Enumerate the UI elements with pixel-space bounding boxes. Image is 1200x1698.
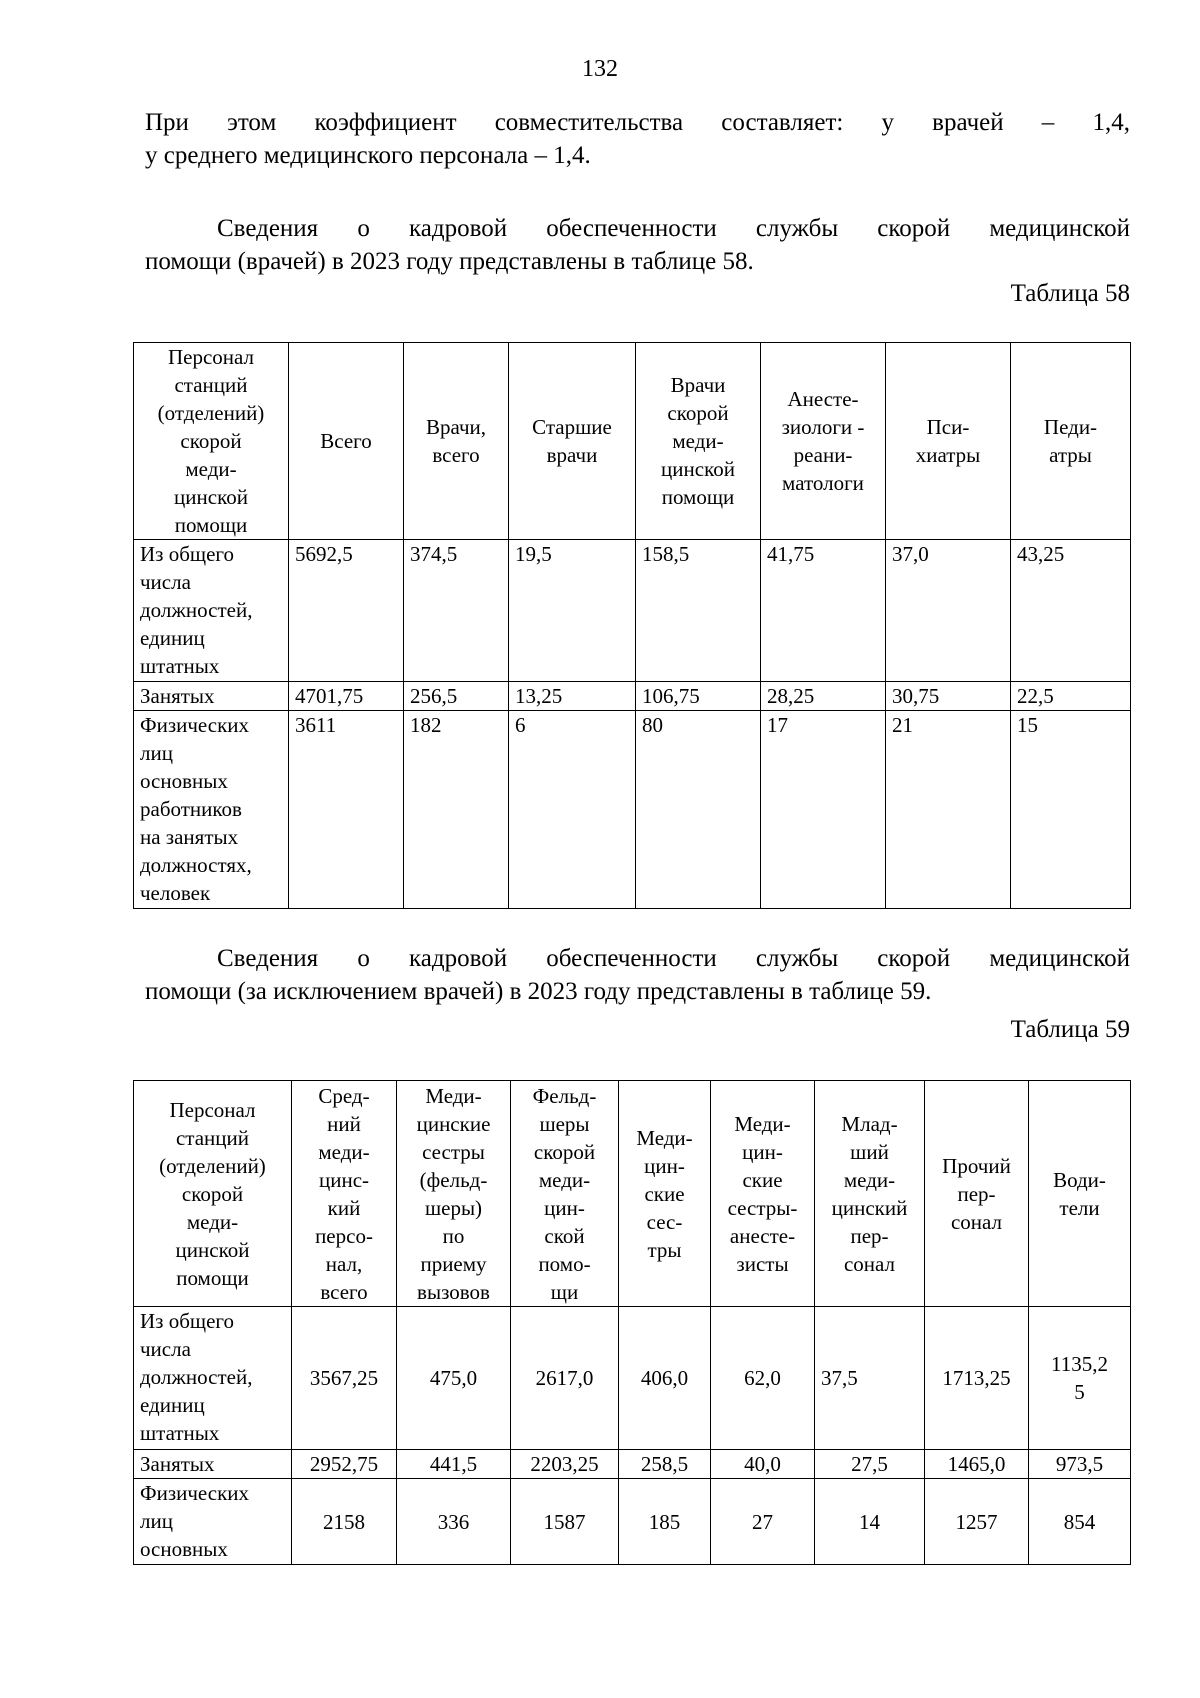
table-cell: 27	[711, 1479, 815, 1565]
table-cell: 1465,0	[925, 1450, 1029, 1479]
table-cell: 80	[636, 711, 761, 909]
table-row	[134, 1450, 1131, 1479]
table-cell: 41,75	[761, 540, 886, 682]
table-cell: 2158	[292, 1479, 397, 1565]
header-cell-junior-staff: Млад- ший меди- цинский пер- сонал	[815, 1081, 925, 1307]
table59-caption: Таблица 59	[1010, 1016, 1130, 1043]
table-cell: 17	[761, 711, 886, 909]
table-cell: 973,5	[1029, 1450, 1131, 1479]
table-cell: 28,25	[761, 682, 886, 711]
row-label: Из общего числа должностей, единиц штатных	[134, 1307, 292, 1450]
table-cell: 106,75	[636, 682, 761, 711]
header-cell-other-staff: Прочий пер- сонал	[925, 1081, 1029, 1307]
paragraph-line: помощи (врачей) в 2023 году представлены в таблице 58.	[145, 248, 754, 275]
page-number: 132	[582, 56, 618, 82]
row-label: Занятых	[134, 1450, 292, 1479]
table-cell: 30,75	[886, 682, 1011, 711]
header-cell-total: Всего	[289, 343, 404, 540]
table-cell: 256,5	[404, 682, 509, 711]
table-cell: 27,5	[815, 1450, 925, 1479]
table-58	[133, 342, 1131, 909]
table-cell: 2952,75	[292, 1450, 397, 1479]
header-cell-drivers: Води- тели	[1029, 1081, 1131, 1307]
table-cell: 15	[1011, 711, 1131, 909]
table-cell: 2617,0	[511, 1307, 619, 1450]
paragraph-line: у среднего медицинского персонала – 1,4.	[145, 142, 591, 169]
table-cell: 185	[619, 1479, 711, 1565]
table-cell: 3567,25	[292, 1307, 397, 1450]
table-row	[134, 1307, 1131, 1450]
row-label: Занятых	[134, 682, 289, 711]
header-cell-mid-level-total: Сред- ний меди- цинс- кий персо- нал, всего	[292, 1081, 397, 1307]
table-cell: 441,5	[397, 1450, 511, 1479]
header-cell-paramedics: Фельд- шеры скорой меди- цин- ской помо- щи	[511, 1081, 619, 1307]
table-cell: 37,0	[886, 540, 1011, 682]
table-cell: 182	[404, 711, 509, 909]
paragraph-line: Сведения о кадровой обеспеченности службы скорой медицинской	[217, 215, 1130, 242]
table-cell: 475,0	[397, 1307, 511, 1450]
paragraph-line: При этом коэффициент совместительства составляет: у врачей – 1,4,	[145, 109, 1130, 136]
header-cell-emergency-doctors: Врачи скорой меди- цинской помощи	[636, 343, 761, 540]
table-cell: 62,0	[711, 1307, 815, 1450]
table-cell: 1587	[511, 1479, 619, 1565]
header-cell-personnel: Персонал станций (отделений) скорой меди- цинской помощи	[134, 1081, 292, 1307]
table-row	[134, 540, 1131, 682]
table-cell: 1257	[925, 1479, 1029, 1565]
header-cell-pediatricians: Педи- атры	[1011, 343, 1131, 540]
header-cell-doctors-total: Врачи, всего	[404, 343, 509, 540]
header-cell-senior-doctors: Старшие врачи	[509, 343, 636, 540]
paragraph-line: помощи (за исключением врачей) в 2023 году представлены в таблице 59.	[145, 978, 932, 1005]
table-cell: 336	[397, 1479, 511, 1565]
table-cell: 2203,25	[511, 1450, 619, 1479]
table-row	[134, 682, 1131, 711]
header-cell-nurse-anesthetists: Меди- цин- ские сестры- анесте- зисты	[711, 1081, 815, 1307]
paragraph-coefficient	[145, 106, 1130, 172]
table58-caption: Таблица 58	[1010, 280, 1130, 307]
table-cell: 406,0	[619, 1307, 711, 1450]
paragraph-line: Сведения о кадровой обеспеченности службы скорой медицинской	[217, 945, 1130, 972]
header-cell-psychiatrists: Пси- хиатры	[886, 343, 1011, 540]
table-cell: 37,5	[815, 1307, 925, 1450]
header-cell-personnel: Персонал станций (отделений) скорой меди- цинской помощи	[134, 343, 289, 540]
table-cell: 5692,5	[289, 540, 404, 682]
table-cell: 6	[509, 711, 636, 909]
header-cell-call-nurses: Меди- цинские сестры (фельд- шеры) по приему вызовов	[397, 1081, 511, 1307]
table-header-row	[134, 343, 1131, 540]
table-cell: 1713,25	[925, 1307, 1029, 1450]
table-cell: 1135,2 5	[1029, 1307, 1131, 1450]
paragraph-table59-intro	[145, 942, 1130, 1008]
table-cell: 22,5	[1011, 682, 1131, 711]
paragraph-table58-intro	[145, 212, 1130, 278]
row-label: Физических лиц основных работников на занятых должностях, человек	[134, 711, 289, 909]
table-cell: 4701,75	[289, 682, 404, 711]
table-59	[133, 1080, 1131, 1565]
table-row	[134, 1479, 1131, 1565]
table-cell: 19,5	[509, 540, 636, 682]
table-cell: 3611	[289, 711, 404, 909]
row-label: Физических лиц основных	[134, 1479, 292, 1565]
table-cell: 14	[815, 1479, 925, 1565]
table-cell: 258,5	[619, 1450, 711, 1479]
table-cell: 43,25	[1011, 540, 1131, 682]
table-cell: 158,5	[636, 540, 761, 682]
table-header-row	[134, 1081, 1131, 1307]
table-cell: 854	[1029, 1479, 1131, 1565]
table-cell: 374,5	[404, 540, 509, 682]
header-cell-nurses: Меди- цин- ские сес- тры	[619, 1081, 711, 1307]
table-row	[134, 711, 1131, 909]
header-cell-anesthesiologists: Анесте- зиологи - реани- матологи	[761, 343, 886, 540]
table-cell: 21	[886, 711, 1011, 909]
table-cell: 40,0	[711, 1450, 815, 1479]
row-label: Из общего числа должностей, единиц штатных	[134, 540, 289, 682]
table-cell: 13,25	[509, 682, 636, 711]
